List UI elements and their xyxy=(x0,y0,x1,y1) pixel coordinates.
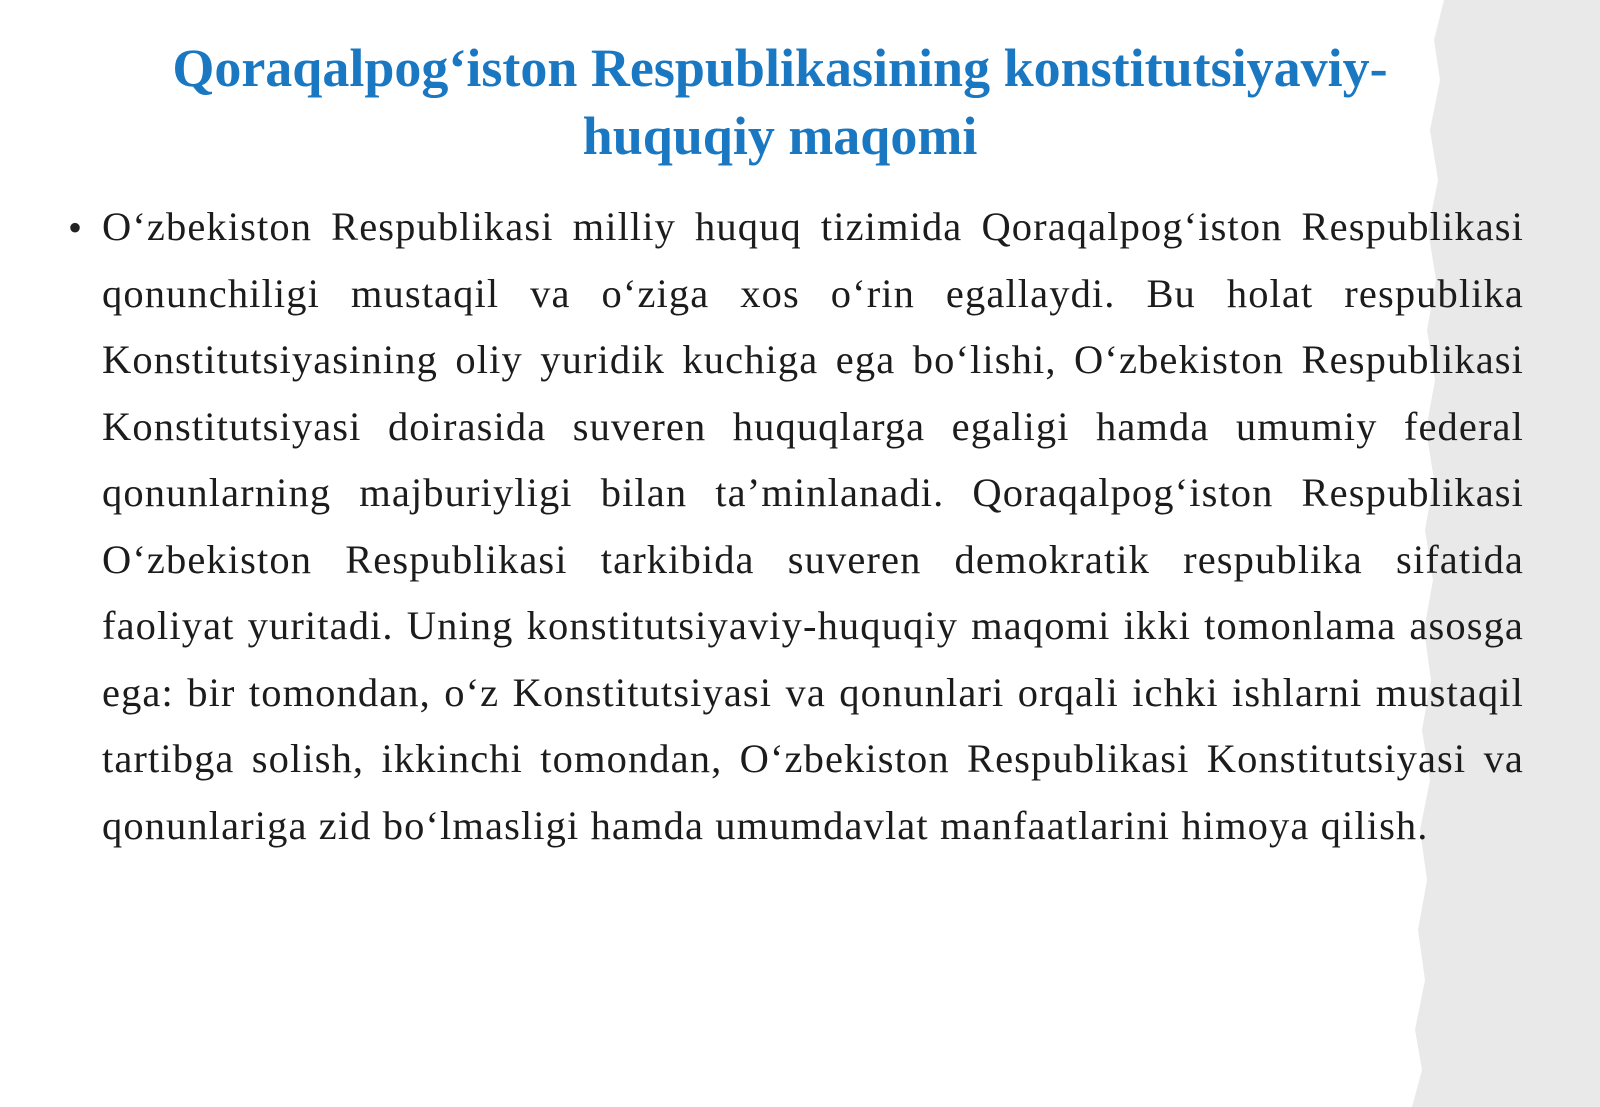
bullet-point-icon: • xyxy=(68,205,83,250)
bullet-item xyxy=(68,194,1524,859)
slide-content xyxy=(68,194,1524,859)
bullet-paragraph: O‘zbekiston Respublikasi milliy huquq tizimida Qoraqalpog‘iston Respublikasi qonunchiligi mustaqil va o‘ziga xos o‘rin egallaydi. Bu holat respublika Konstitutsiyasining oliy yuridik kuchiga ega bo‘lishi, O‘zbekiston Respublikasi Konstitutsiyasi doirasida suveren huquqlarga egaligi hamda umumiy federal qonunlarning majburiyligi bilan ta’minlanadi. Qoraqalpog‘iston Respublikasi O‘zbekiston Respublikasi tarkibida suveren demokratik respublika sifatida faoliyat yuritadi. Uning konstitutsiyaviy-huquqiy maqomi ikki tomonlama asosga ega: bir tomondan, o‘z Konstitutsiyasi va qonunlari orqali ichki ishlarni mustaqil tartibga solish, ikkinchi tomondan, O‘zbekiston Respublikasi Konstitutsiyasi va qonunlariga zid bo‘lmasligi hamda umumdavlat manfaatlarini himoya qilish. xyxy=(102,204,1524,848)
slide-title: Qoraqalpog‘iston Respublikasining konstitutsiyaviy-huquqiy maqomi xyxy=(172,38,1388,166)
